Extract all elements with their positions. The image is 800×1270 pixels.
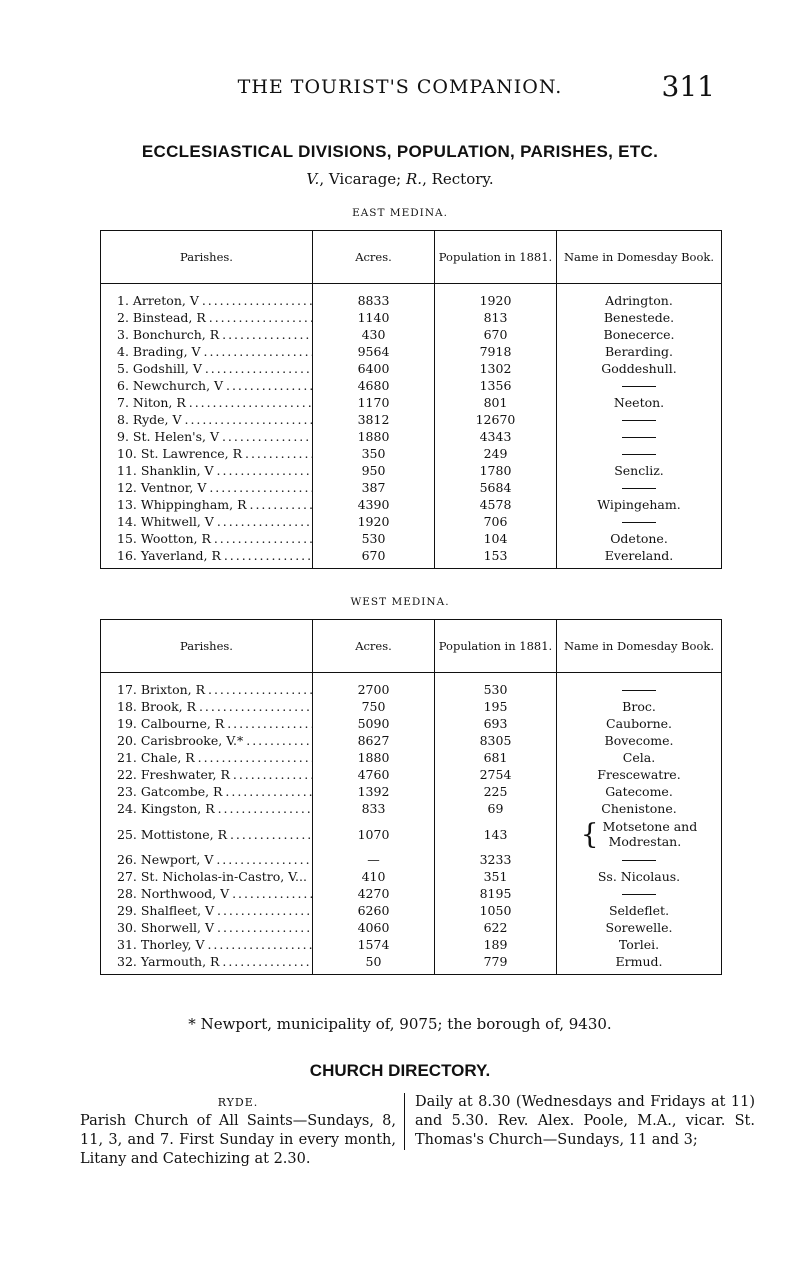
vicarage-text: , Vicarage; <box>319 170 406 188</box>
population-cell: 530 <box>435 673 557 699</box>
acres-cell: 1574 <box>313 936 435 953</box>
domesday-cell: Frescewatre. <box>557 766 722 783</box>
leader-dots <box>195 750 313 765</box>
domesday-cell: Seldeflet. <box>557 902 722 919</box>
parish-cell <box>101 868 313 885</box>
domesday-cell <box>557 851 722 868</box>
parish-cell <box>101 715 313 732</box>
domesday-cell <box>557 479 722 496</box>
table-row <box>101 445 722 462</box>
acres-cell: 430 <box>313 326 435 343</box>
no-entry-dash <box>622 420 656 421</box>
parish-name: 17. Brixton, R <box>117 682 206 697</box>
population-cell: 7918 <box>435 343 557 360</box>
parish-cell <box>101 445 313 462</box>
col-domesday: Name in Domesday Book. <box>557 231 722 284</box>
table-row <box>101 309 722 326</box>
table-row <box>101 428 722 445</box>
parish-name: 26. Newport, V <box>117 852 214 867</box>
table-header <box>101 231 722 284</box>
parish-cell <box>101 462 313 479</box>
domesday-cell: Chenistone. <box>557 800 722 817</box>
domesday-cell: Sencliz. <box>557 462 722 479</box>
table-row <box>101 530 722 547</box>
church-left-column <box>80 1093 396 1169</box>
parish-cell <box>101 411 313 428</box>
parish-name: 5. Godshill, V <box>117 361 202 376</box>
no-entry-dash <box>622 386 656 387</box>
population-cell: 670 <box>435 326 557 343</box>
east-medina-label: EAST MEDINA. <box>352 207 448 219</box>
east-medina-table <box>100 230 722 569</box>
vicarage-abbr: V. <box>306 170 320 188</box>
population-cell: 1920 <box>435 284 557 310</box>
no-entry-dash <box>622 690 656 691</box>
acres-cell: 1140 <box>313 309 435 326</box>
population-cell: 681 <box>435 749 557 766</box>
table-row <box>101 783 722 800</box>
parish-name: 21. Chale, R <box>117 750 195 765</box>
table-row <box>101 766 722 783</box>
table-row <box>101 919 722 936</box>
population-cell: 5684 <box>435 479 557 496</box>
parish-cell <box>101 936 313 953</box>
leader-dots <box>224 716 312 731</box>
acres-cell: 6260 <box>313 902 435 919</box>
domesday-cell: Cauborne. <box>557 715 722 732</box>
leader-dots <box>201 344 313 359</box>
parish-name: 13. Whippingham, R <box>117 497 247 512</box>
population-cell: 12670 <box>435 411 557 428</box>
leader-dots <box>196 699 313 714</box>
parish-cell <box>101 885 313 902</box>
population-cell: 813 <box>435 309 557 326</box>
leader-dots <box>205 682 312 697</box>
parish-name: 6. Newchurch, V <box>117 378 224 393</box>
col-acres: Acres. <box>313 620 435 673</box>
parish-cell <box>101 394 313 411</box>
table-row <box>101 715 722 732</box>
table-row <box>101 284 722 310</box>
domesday-cell: Sorewelle. <box>557 919 722 936</box>
table-row <box>101 547 722 569</box>
parish-name: 30. Shorwell, V <box>117 920 215 935</box>
parish-cell <box>101 800 313 817</box>
leader-dots <box>229 886 312 901</box>
table-row <box>101 479 722 496</box>
parish-cell <box>101 284 313 310</box>
acres-cell: 8833 <box>313 284 435 310</box>
leader-dots <box>206 310 313 325</box>
domesday-cell: Cela. <box>557 749 722 766</box>
no-entry-dash <box>622 894 656 895</box>
leader-dots <box>182 412 313 427</box>
acres-cell: 5090 <box>313 715 435 732</box>
no-entry-dash <box>622 454 656 455</box>
table-row <box>101 749 722 766</box>
leader-dots <box>227 827 313 842</box>
acres-cell: 4060 <box>313 919 435 936</box>
leader-dots <box>214 463 313 478</box>
parish-name: 28. Northwood, V <box>117 886 230 901</box>
acres-cell: 670 <box>313 547 435 569</box>
acres-cell: 1920 <box>313 513 435 530</box>
parish-name: 27. St. Nicholas-in-Castro, V... <box>117 869 307 884</box>
leader-dots <box>186 395 313 410</box>
domesday-cell: Gatecome. <box>557 783 722 800</box>
acres-cell: 1070 <box>313 817 435 851</box>
domesday-name: Motsetone and <box>602 819 698 834</box>
table-row <box>101 953 722 975</box>
domesday-cell: Neeton. <box>557 394 722 411</box>
table-row <box>101 377 722 394</box>
brace-icon: { <box>580 817 599 851</box>
acres-cell: 1392 <box>313 783 435 800</box>
population-cell: 1302 <box>435 360 557 377</box>
table-row <box>101 868 722 885</box>
population-cell: 195 <box>435 698 557 715</box>
leader-dots <box>214 903 312 918</box>
church-paragraph-left: Parish Church of All Saints—Sundays, 8, 11, 3, and 7. First Sunday in every month, Litany and Catechizing at 2.30. <box>80 1113 396 1167</box>
domesday-cell: Goddeshull. <box>557 360 722 377</box>
table-row <box>101 513 722 530</box>
table-row <box>101 411 722 428</box>
population-cell: 104 <box>435 530 557 547</box>
table-row <box>101 462 722 479</box>
population-cell: 693 <box>435 715 557 732</box>
population-cell: 706 <box>435 513 557 530</box>
parish-name: 4. Brading, V <box>117 344 201 359</box>
parish-cell <box>101 749 313 766</box>
population-cell: 351 <box>435 868 557 885</box>
population-cell: 779 <box>435 953 557 975</box>
population-cell: 69 <box>435 800 557 817</box>
acres-cell: 6400 <box>313 360 435 377</box>
domesday-cell: Adrington. <box>557 284 722 310</box>
domesday-cell: Wipingeham. <box>557 496 722 513</box>
parish-name: 29. Shalfleet, V <box>117 903 215 918</box>
population-cell: 622 <box>435 919 557 936</box>
parish-name: 3. Bonchurch, R <box>117 327 220 342</box>
domesday-cell: Torlei. <box>557 936 722 953</box>
population-cell: 225 <box>435 783 557 800</box>
acres-cell: 350 <box>313 445 435 462</box>
church-directory-heading: CHURCH DIRECTORY. <box>309 1061 491 1080</box>
acres-cell: 9564 <box>313 343 435 360</box>
parish-cell <box>101 343 313 360</box>
leader-dots <box>214 920 312 935</box>
population-cell: 3233 <box>435 851 557 868</box>
parish-name: 19. Calbourne, R <box>117 716 225 731</box>
domesday-cell <box>557 428 722 445</box>
domesday-cell: Evereland. <box>557 547 722 569</box>
parish-name: 22. Freshwater, R <box>117 767 230 782</box>
table-header <box>101 620 722 673</box>
parish-name: 25. Mottistone, R <box>117 826 227 842</box>
acres-cell: 4390 <box>313 496 435 513</box>
parish-cell <box>101 309 313 326</box>
domesday-name-continued: Modrestan. <box>608 834 682 849</box>
population-cell: 1050 <box>435 902 557 919</box>
acres-cell: 4270 <box>313 885 435 902</box>
population-cell: 249 <box>435 445 557 462</box>
no-entry-dash <box>622 488 656 489</box>
parish-name: 11. Shanklin, V <box>117 463 214 478</box>
table-row <box>101 885 722 902</box>
leader-dots <box>219 954 312 969</box>
table-row <box>101 326 722 343</box>
table-row <box>101 698 722 715</box>
table-row <box>101 394 722 411</box>
acres-cell: 530 <box>313 530 435 547</box>
domesday-cell: Ermud. <box>557 953 722 975</box>
population-cell: 801 <box>435 394 557 411</box>
population-cell: 189 <box>435 936 557 953</box>
acres-cell: 833 <box>313 800 435 817</box>
table-row <box>101 817 722 851</box>
parish-cell <box>101 326 313 343</box>
parish-cell <box>101 360 313 377</box>
footnote: * Newport, municipality of, 9075; the borough of, 9430. <box>188 1015 612 1033</box>
parish-cell <box>101 851 313 868</box>
parish-name: 2. Binstead, R <box>117 310 206 325</box>
population-cell: 4578 <box>435 496 557 513</box>
parish-name: 20. Carisbrooke, V.* <box>117 733 244 748</box>
subtitle <box>0 170 800 188</box>
no-entry-dash <box>622 860 656 861</box>
leader-dots <box>213 852 312 867</box>
col-parishes: Parishes. <box>101 231 313 284</box>
parish-cell <box>101 547 313 569</box>
leader-dots <box>247 497 313 512</box>
domesday-cell: Bovecome. <box>557 732 722 749</box>
leader-dots <box>215 801 313 816</box>
parish-name: 24. Kingston, R <box>117 801 215 816</box>
parish-name: 9. St. Helen's, V <box>117 429 220 444</box>
leader-dots <box>243 733 312 748</box>
table-row <box>101 851 722 868</box>
parish-name: 16. Yaverland, R <box>117 548 221 563</box>
population-cell: 8195 <box>435 885 557 902</box>
domesday-cell <box>557 445 722 462</box>
acres-cell: 1880 <box>313 428 435 445</box>
leader-dots <box>223 378 312 393</box>
parish-cell <box>101 766 313 783</box>
leader-dots <box>222 784 312 799</box>
parish-name: 7. Niton, R <box>117 395 186 410</box>
acres-cell: 410 <box>313 868 435 885</box>
acres-cell: — <box>313 851 435 868</box>
domesday-cell <box>557 673 722 699</box>
leader-dots <box>230 767 313 782</box>
acres-cell: 950 <box>313 462 435 479</box>
parish-name: 12. Ventnor, V <box>117 480 207 495</box>
acres-cell: 3812 <box>313 411 435 428</box>
acres-cell: 750 <box>313 698 435 715</box>
parish-name: 1. Arreton, V <box>117 293 199 308</box>
parish-name: 32. Yarmouth, R <box>117 954 220 969</box>
table-row <box>101 360 722 377</box>
parish-name: 8. Ryde, V <box>117 412 182 427</box>
parish-cell <box>101 377 313 394</box>
rectory-abbr: R. <box>406 170 423 188</box>
parish-cell <box>101 428 313 445</box>
leader-dots <box>214 514 313 529</box>
parish-cell <box>101 673 313 699</box>
no-entry-dash <box>622 522 656 523</box>
parish-name: 14. Whitwell, V <box>117 514 214 529</box>
church-right-column <box>404 1093 755 1150</box>
col-population: Population in 1881. <box>435 231 557 284</box>
acres-cell: 8627 <box>313 732 435 749</box>
parish-cell <box>101 496 313 513</box>
domesday-cell: Broc. <box>557 698 722 715</box>
parish-cell <box>101 783 313 800</box>
running-head <box>0 72 800 102</box>
population-cell: 2754 <box>435 766 557 783</box>
parish-name: 23. Gatcombe, R <box>117 784 223 799</box>
population-cell: 1356 <box>435 377 557 394</box>
parish-cell <box>101 919 313 936</box>
acres-cell: 1170 <box>313 394 435 411</box>
population-cell: 4343 <box>435 428 557 445</box>
leader-dots <box>219 327 312 342</box>
table-row <box>101 732 722 749</box>
leader-dots <box>242 446 312 461</box>
parish-cell <box>101 817 313 851</box>
domesday-cell: Benestede. <box>557 309 722 326</box>
leader-dots <box>205 937 313 952</box>
domesday-cell <box>557 411 722 428</box>
acres-cell: 50 <box>313 953 435 975</box>
acres-cell: 4680 <box>313 377 435 394</box>
table-row <box>101 673 722 699</box>
domesday-cell: Odetone. <box>557 530 722 547</box>
rectory-text: , Rectory. <box>422 170 494 188</box>
col-acres: Acres. <box>313 231 435 284</box>
leader-dots <box>211 531 313 546</box>
leader-dots <box>206 480 312 495</box>
parish-cell <box>101 530 313 547</box>
domesday-cell: Berarding. <box>557 343 722 360</box>
acres-cell: 2700 <box>313 673 435 699</box>
leader-dots <box>219 429 312 444</box>
running-title: THE TOURIST'S COMPANION. <box>237 76 563 98</box>
west-medina-table <box>100 619 722 975</box>
col-domesday: Name in Domesday Book. <box>557 620 722 673</box>
domesday-cell <box>557 513 722 530</box>
table-row <box>101 800 722 817</box>
acres-cell: 4760 <box>313 766 435 783</box>
table-row <box>101 496 722 513</box>
acres-cell: 1880 <box>313 749 435 766</box>
population-cell: 8305 <box>435 732 557 749</box>
parish-cell <box>101 953 313 975</box>
church-paragraph-right: Daily at 8.30 (Wednesdays and Fridays at 11) and 5.30. Rev. Alex. Poole, M.A., vicar. St. Thomas's Church—Sundays, 11 and 3; <box>415 1094 755 1148</box>
domesday-cell <box>557 817 722 851</box>
population-cell: 143 <box>435 817 557 851</box>
col-population: Population in 1881. <box>435 620 557 673</box>
parish-name: 18. Brook, R <box>117 699 196 714</box>
population-cell: 153 <box>435 547 557 569</box>
parish-name: 31. Thorley, V <box>117 937 205 952</box>
table-row <box>101 343 722 360</box>
leader-dots <box>202 361 313 376</box>
leader-dots <box>199 293 313 308</box>
parish-cell <box>101 902 313 919</box>
col-parishes: Parishes. <box>101 620 313 673</box>
leader-dots <box>221 548 313 563</box>
domesday-cell: Ss. Nicolaus. <box>557 868 722 885</box>
page-title: ECCLESIASTICAL DIVISIONS, POPULATION, PARISHES, ETC. <box>141 142 659 161</box>
parish-cell <box>101 513 313 530</box>
domesday-cell: Bonecerce. <box>557 326 722 343</box>
parish-name: 10. St. Lawrence, R <box>117 446 243 461</box>
population-cell: 1780 <box>435 462 557 479</box>
domesday-cell <box>557 377 722 394</box>
domesday-cell <box>557 885 722 902</box>
parish-cell <box>101 732 313 749</box>
town-heading: RYDE. <box>217 1096 259 1109</box>
table-row <box>101 936 722 953</box>
parish-cell <box>101 479 313 496</box>
parish-cell <box>101 698 313 715</box>
parish-name: 15. Wootton, R <box>117 531 211 546</box>
table-row <box>101 902 722 919</box>
no-entry-dash <box>622 437 656 438</box>
acres-cell: 387 <box>313 479 435 496</box>
page-number: 311 <box>661 70 715 103</box>
west-medina-label: WEST MEDINA. <box>350 596 450 608</box>
